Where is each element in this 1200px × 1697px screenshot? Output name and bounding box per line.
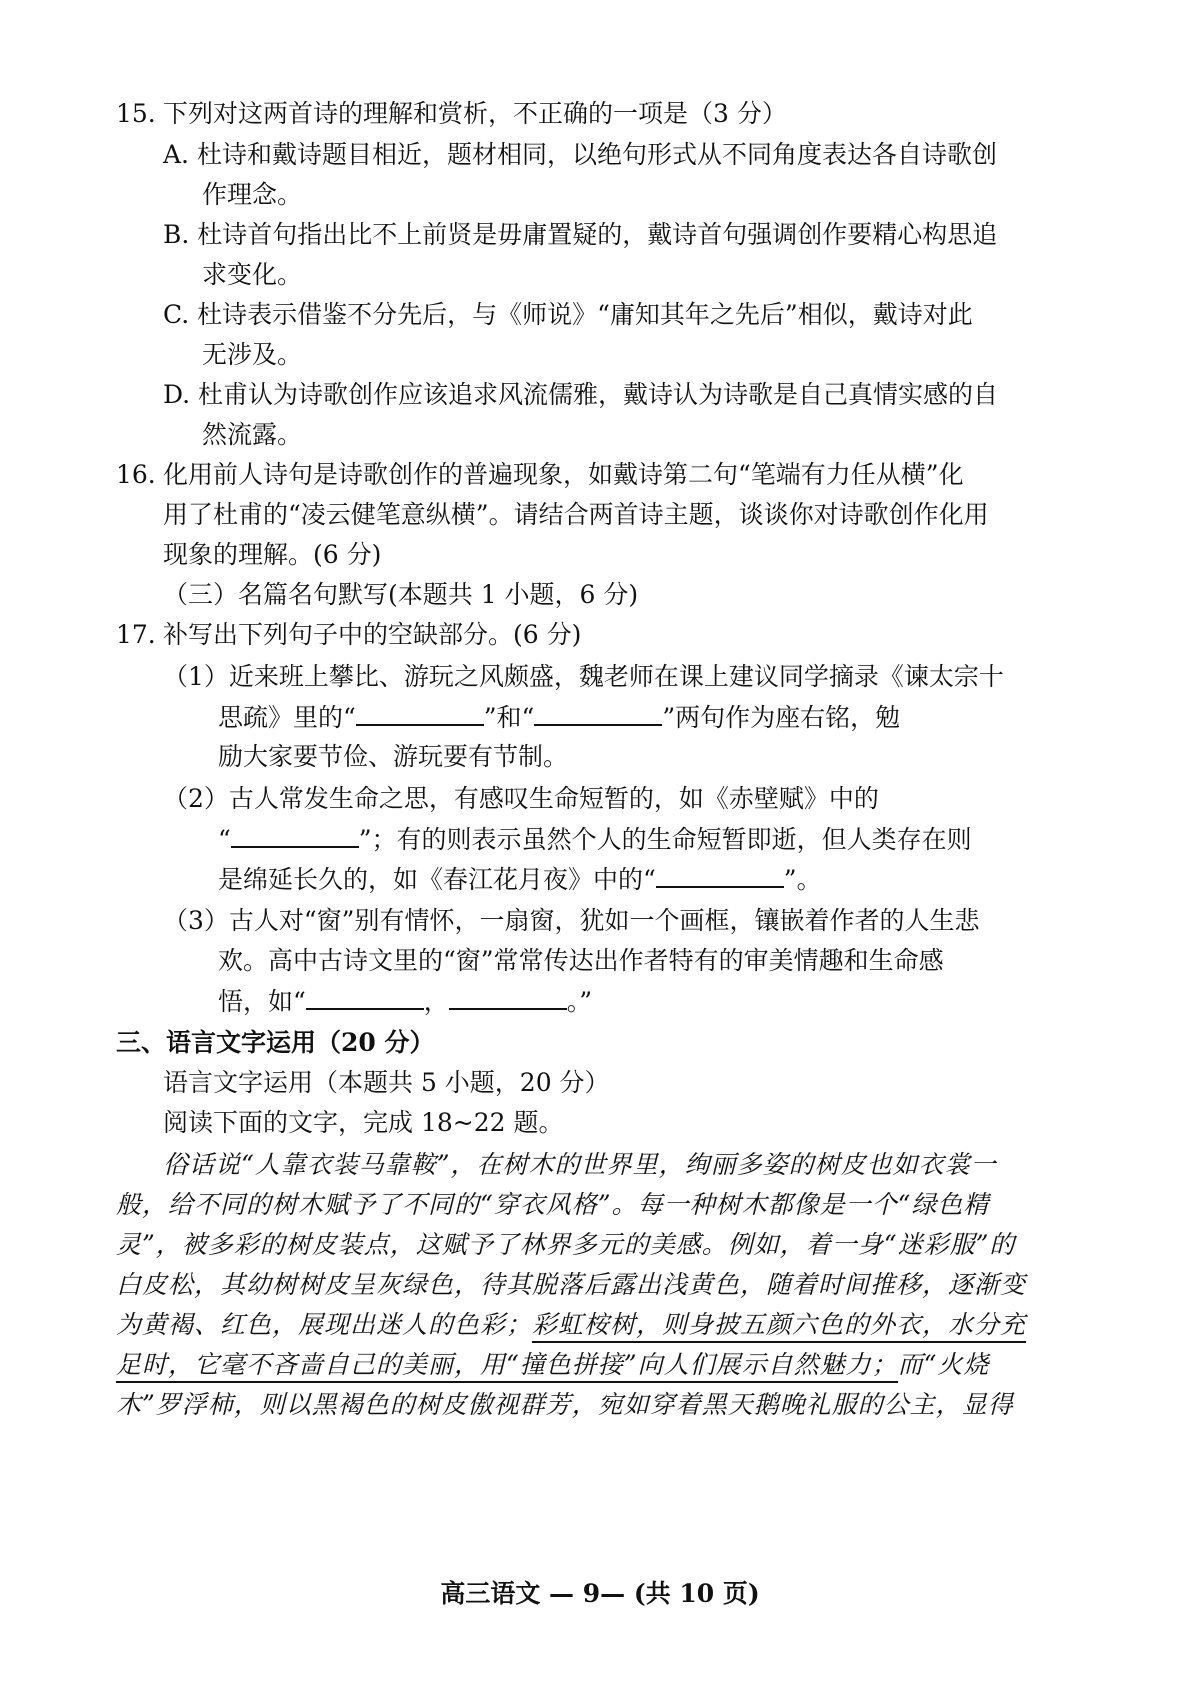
q17-part3-line3 <box>218 984 592 1019</box>
section-3-heading: （三）名篇名句默写(本题共 1 小题，6 分) <box>163 580 639 609</box>
passage-line5-underlined: 彩虹桉树，则身披五颜六色的外衣，水分充 <box>532 1310 1026 1343</box>
q15-stem: 下列对这两首诗的理解和赏析，不正确的一项是（3 分） <box>163 99 787 128</box>
q17-part3-line2: 欢。高中古诗文里的“窗”常常传达出作者特有的审美情趣和生命感 <box>218 946 944 975</box>
passage-line4: 白皮松，其幼树树皮呈灰绿色，待其脱落后露出浅黄色，随着时间推移，逐渐变 <box>116 1270 1027 1299</box>
q17-part2-text-b: ”；有的则表示虽然个人的生命短暂即逝，但人类存在则 <box>358 825 972 854</box>
q17-part2-line3 <box>218 862 822 897</box>
passage-line7: 木”罗浮柿，则以黑褐色的树皮傲视群芳，宛如穿着黑天鹅晚礼服的公主，显得 <box>116 1390 1014 1419</box>
answer-blank-1[interactable] <box>356 700 484 726</box>
q17-part3-text-b: ， <box>423 987 449 1016</box>
q15-option-c-line1: C. 杜诗表示借鉴不分先后，与《师说》“庸知其年之先后”相似，戴诗对此 <box>163 300 973 329</box>
q17-part3-text-c: 。” <box>566 987 593 1016</box>
q15-option-c-line2: 无涉及。 <box>202 340 303 369</box>
part-3-instruction: 阅读下面的文字，完成 18~22 题。 <box>163 1108 564 1137</box>
q15-option-b-line2: 求变化。 <box>202 260 303 289</box>
q16-number: 16. <box>116 460 156 489</box>
answer-blank-2[interactable] <box>534 700 662 726</box>
q15-option-d-line1: D. 杜甫认为诗歌创作应该追求风流儒雅，戴诗认为诗歌是自己真情实感的自 <box>163 380 999 409</box>
q17-part1-text-b: ”和“ <box>483 703 535 732</box>
q17-part2-text-c: 是绵延长久的，如《春江花月夜》中的“ <box>218 865 656 894</box>
q15-option-a-line2: 作理念。 <box>202 180 303 209</box>
q17-number: 17. <box>116 620 156 649</box>
passage-line6-underlined: 足时，它毫不吝啬自己的美丽，用“撞色拼接”向人们展示自然魅力； <box>116 1350 898 1383</box>
q17-part2-line2 <box>218 822 972 857</box>
q16-line2: 用了杜甫的“凌云健笔意纵横”。请结合两首诗主题，谈谈你对诗歌创作化用 <box>163 500 989 529</box>
answer-blank-4[interactable] <box>656 862 784 888</box>
q15-option-a-line1: A. 杜诗和戴诗题目相近，题材相同，以绝句形式从不同角度表达各自诗歌创 <box>163 140 997 169</box>
passage-line5 <box>116 1308 1026 1342</box>
passage-line6 <box>116 1348 989 1382</box>
answer-blank-6[interactable] <box>449 984 567 1010</box>
part-3-subtitle: 语言文字运用（本题共 5 小题，20 分） <box>163 1068 610 1097</box>
q17-part3-line1: （3）古人对“窗”别有情怀，一扇窗，犹如一个画框，镶嵌着作者的人生悲 <box>163 906 980 935</box>
q17-part1-text-c: ”两句作为座右铭，勉 <box>662 703 901 732</box>
q16-line3: 现象的理解。(6 分) <box>163 540 382 569</box>
q16-line1: 化用前人诗句是诗歌创作的普遍现象，如戴诗第二句“笔端有力任从横”化 <box>163 460 964 489</box>
q17-part1-text-a: 思疏》里的“ <box>218 703 356 732</box>
answer-blank-5[interactable] <box>306 984 424 1010</box>
q15-number: 15. <box>116 99 156 128</box>
q17-part3-text-a: 悟，如“ <box>218 987 306 1016</box>
passage-line2: 般，给不同的树木赋予了不同的“穿衣风格”。每一种树木都像是一个“绿色精 <box>116 1190 990 1219</box>
part-3-title: 三、语言文字运用（20 分） <box>116 1028 435 1057</box>
q17-part2-text-d: ”。 <box>783 865 822 894</box>
q15-option-d-line2: 然流露。 <box>202 420 303 449</box>
q17-part1-line2 <box>218 700 900 735</box>
q15-option-b-line1: B. 杜诗首句指出比不上前贤是毋庸置疑的，戴诗首句强调创作要精心构思追 <box>163 220 998 249</box>
q17-part1-line1: （1）近来班上攀比、游玩之风颇盛，魏老师在课上建议同学摘录《谏太宗十 <box>163 662 1004 691</box>
passage-line5-plain: 为黄褐、红色，展现出迷人的色彩； <box>116 1310 533 1339</box>
passage-line3: 灵”，被多彩的树皮装点，这赋予了林界多元的美感。例如，着一身“迷彩服”的 <box>116 1230 1016 1259</box>
q17-part2-text-a: “ <box>218 825 231 854</box>
page-footer: 高三语文 — 9— (共 10 页) <box>440 1579 760 1608</box>
passage-line6-plain: 而“火烧 <box>897 1350 990 1379</box>
q17-part2-line1: （2）古人常发生命之思，有感叹生命短暂的，如《赤壁赋》中的 <box>163 784 879 813</box>
q17-part1-line3: 励大家要节俭、游玩要有节制。 <box>218 742 569 771</box>
passage-line1: 俗话说“人靠衣装马靠鞍”，在树木的世界里，绚丽多姿的树皮也如衣裳一 <box>163 1150 997 1179</box>
q17-stem: 补写出下列句子中的空缺部分。(6 分) <box>163 620 582 649</box>
answer-blank-3[interactable] <box>231 822 359 848</box>
